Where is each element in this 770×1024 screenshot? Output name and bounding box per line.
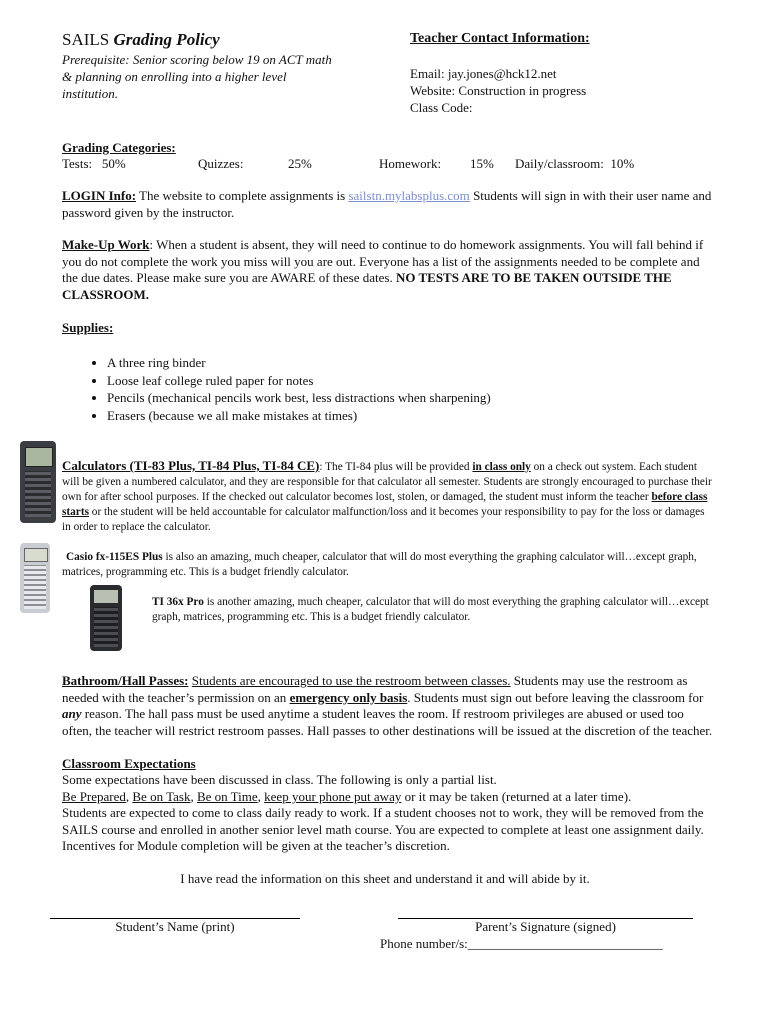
expectations-list: Be Prepared, Be on Task, Be on Time, keep your phone put away or it may be taken (returned at a later time).	[62, 789, 632, 804]
list-item: • Pencils (mechanical pencils work best, less distractions when sharpening)	[107, 389, 712, 407]
list-item: • A three ring binder	[107, 354, 712, 372]
bathroom-passes: Bathroom/Hall Passes: Students are encouraged to use the restroom between classes. Students may use the restroom as needed with the teacher’s permission on an emergency only basis. Students must sign out before leaving the classroom for any reason. The hall pass must be used anytime a student leaves the room. If restroom privileges are abused or used too often, the teacher will restrict restroom passes. Hall passes to other destinations will be issued at the discretion of the teacher.	[62, 673, 713, 738]
ti36x-calculator-image	[90, 585, 122, 651]
ti36-paragraph: TI 36x Pro is another amazing, much cheaper, calculator that will do most everything the graphing calculator will…except graph, matrices, programming etc. This is a budget friendly calculator.	[152, 596, 709, 623]
bathroom-label: Bathroom/Hall Passes:	[62, 673, 189, 688]
contact-website: Website: Construction in progress	[410, 83, 587, 98]
page-title: SAILS Grading Policy	[62, 30, 220, 49]
grading-homework-label: Homework:	[379, 156, 442, 171]
student-name-label: Student’s Name (print)	[115, 919, 235, 934]
casio-calculator-image	[20, 543, 50, 613]
ti36-label: TI 36x Pro	[152, 596, 204, 608]
calculators-label: Calculators (TI-83 Plus, TI-84 Plus, TI-84 CE)	[62, 458, 320, 473]
ti84-calculator-image	[20, 441, 56, 523]
page-title-italic: Grading Policy	[113, 30, 220, 49]
prerequisite: Prerequisite: Senior scoring below 19 on ACT math & planning on enrolling into a higher level institution.	[62, 52, 332, 101]
contact-info	[410, 65, 586, 116]
contact-email: Email: jay.jones@hck12.net	[410, 66, 557, 81]
grading-heading: Grading Categories:	[62, 140, 176, 155]
calculators-section: Calculators (TI-83 Plus, TI-84 Plus, TI-84 CE): The TI-84 plus will be provided in class only on a check out system. Each student will be given a numbered calculator, and they are responsible for that calculator all semester. Students are strongly encouraged to purchase their own for after school purposes. If the checked out calculator becomes lost, stolen, or damaged, the student must inform the teacher before class starts or the student will be held accountable for calculator malfunction/loss and it becomes your responsibility to pay for the loss or damages in order to replace the calculator.	[62, 458, 712, 533]
list-item: • Erasers (because we all make mistakes at times)	[107, 407, 712, 425]
phone-number-label: Phone number/s:______________________________	[380, 936, 663, 951]
expectations-intro: Some expectations have been discussed in class. The following is only a partial list.	[62, 772, 497, 787]
expectations-body: Students are expected to come to class daily ready to work. If a student chooses not to work, they will be removed from the SAILS course and enrolled in another senior level math course. You are expected to complete at least one assignment daily. Incentives for Module completion will be given at the teacher’s discretion.	[62, 805, 704, 853]
contact-heading: Teacher Contact Information:	[410, 31, 590, 46]
supplies-heading: Supplies:	[62, 320, 114, 335]
makeup-work: Make-Up Work: When a student is absent, they will need to continue to do homework assignments. You will fall behind if you do not complete the work you miss will you are out. Everyone has a list of the assignments needed to be complete and the due dates. Please make sure you are AWARE of these dates. NO TESTS ARE TO BE TAKEN OUTSIDE THE CLASSROOM.	[62, 237, 704, 302]
acknowledgement-statement: I have read the information on this sheet and understand it and will abide by it.	[180, 871, 590, 886]
parent-signature-label: Parent’s Signature (signed)	[475, 919, 616, 934]
supplies-list	[62, 354, 712, 424]
grading-homework-value: 15%	[470, 156, 494, 171]
contact-class-code: Class Code:	[410, 100, 473, 115]
expectations-heading: Classroom Expectations	[62, 756, 196, 771]
login-link[interactable]: sailstn.mylabsplus.com	[348, 188, 470, 203]
makeup-bold: NO TESTS ARE TO BE TAKEN OUTSIDE THE CLASSROOM.	[62, 270, 672, 302]
login-info: LOGIN Info: The website to complete assignments is sailstn.mylabsplus.com Students will sign in with their user name and password given by the instructor.	[62, 188, 712, 220]
makeup-label: Make-Up Work	[62, 237, 150, 252]
casio-label: Casio fx-115ES Plus	[66, 551, 163, 563]
casio-paragraph: Casio fx-115ES Plus is also an amazing, much cheaper, calculator that will do most everything the graphing calculator will…except graph, matrices, programming etc. This is a budget friendly calculator.	[62, 551, 697, 578]
grading-daily: Daily/classroom: 10%	[515, 156, 635, 171]
grading-tests: Tests: 50%	[62, 156, 126, 171]
login-label: LOGIN Info:	[62, 188, 137, 203]
list-item: • Loose leaf college ruled paper for notes	[107, 372, 712, 390]
grading-quizzes-label: Quizzes:	[198, 156, 244, 171]
grading-quizzes-value: 25%	[288, 156, 312, 171]
